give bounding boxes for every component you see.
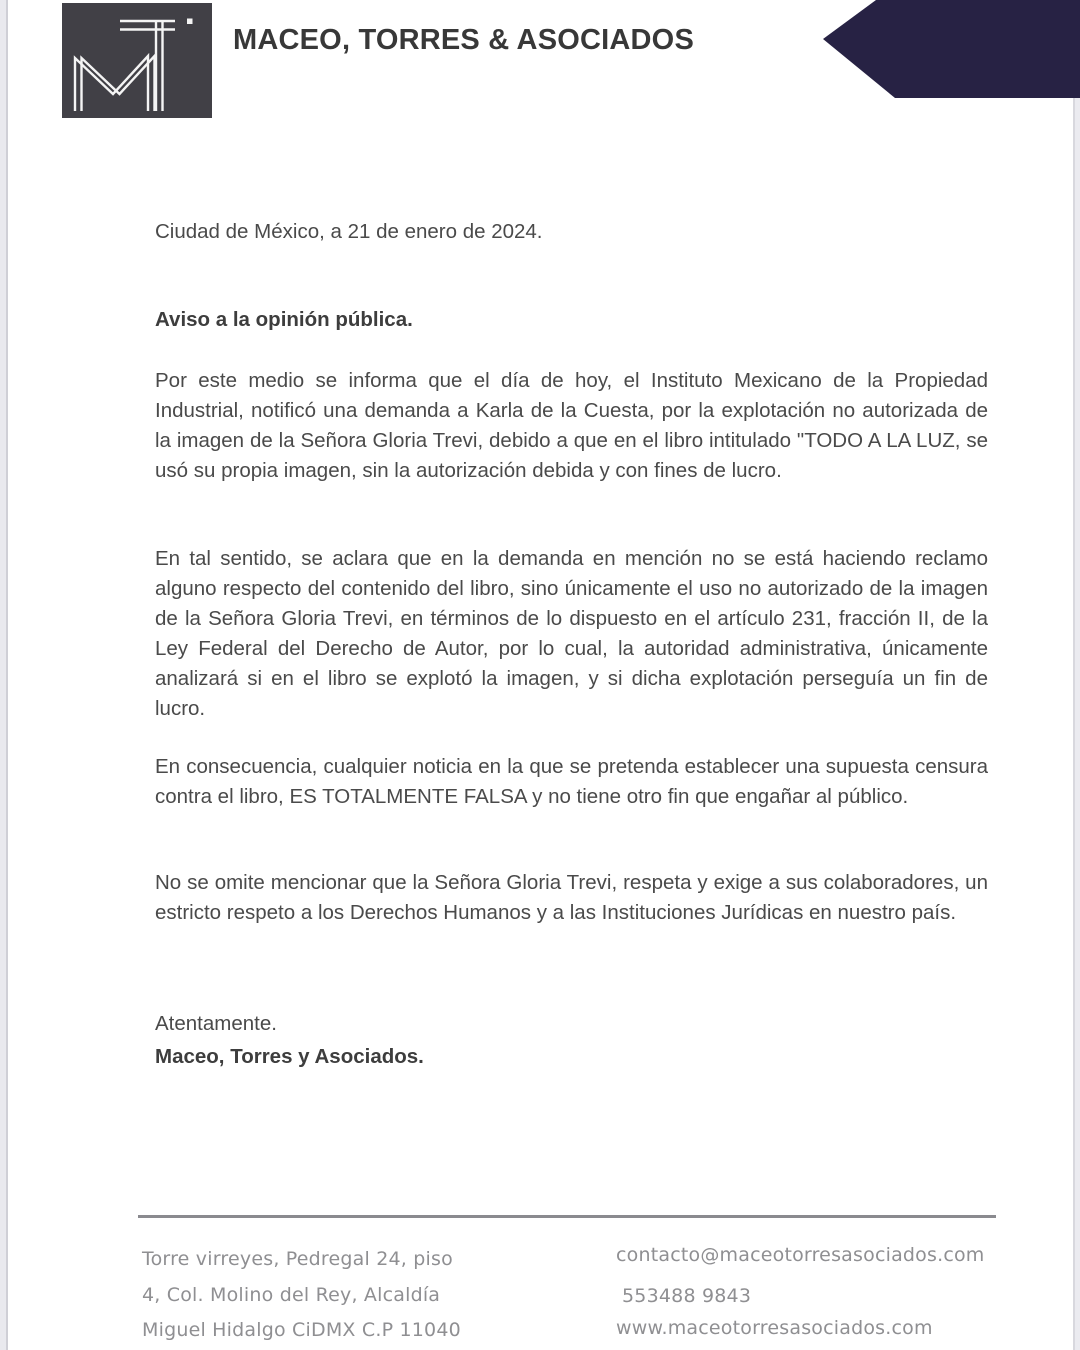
footer-email: contacto@maceotorresasociados.com — [616, 1244, 985, 1266]
page-edge-left — [0, 0, 8, 1350]
firm-name-title: MACEO, TORRES & ASOCIADOS — [233, 24, 694, 56]
firm-logo-mt-monogram-icon — [62, 3, 212, 118]
footer-contact-block — [616, 1243, 1016, 1340]
letter-closing: Atentamente. — [155, 1012, 277, 1035]
letter-dateline: Ciudad de México, a 21 de enero de 2024. — [155, 220, 543, 243]
footer-address-block — [142, 1242, 572, 1349]
footer-address-line: 4, Col. Molino del Rey, Alcaldía — [142, 1283, 441, 1306]
corner-banner-shape — [823, 0, 1080, 98]
letter-signature-firm: Maceo, Torres y Asociados. — [155, 1045, 424, 1068]
letter-paragraph: No se omite mencionar que la Señora Gloria Trevi, respeta y exige a sus colaboradores, un estricto respeto a los Derechos Humanos y a las Instituciones Jurídicas en nuestro país. — [155, 871, 988, 924]
letter-subject-heading: Aviso a la opinión pública. — [155, 308, 413, 331]
footer-website: www.maceotorresasociados.com — [616, 1317, 933, 1339]
footer-divider — [138, 1215, 996, 1218]
page-edge-right — [1073, 0, 1080, 1350]
letter-paragraph: En tal sentido, se aclara que en la demanda en mención no se está haciendo reclamo alguno respecto del contenido del libro, sino únicamente el uso no autorizado de la imagen de la Señora Gloria Trevi, en términos de lo dispuesto en el artículo 231, fracción II, de la Ley Federal del Derecho de Autor, por lo cual, la autoridad administrativa, únicamente analizará si en el libro se explotó la imagen, y si dicha explotación perseguía un fin de lucro. — [155, 547, 988, 720]
letter-paragraph: Por este medio se informa que el día de hoy, el Instituto Mexicano de la Propiedad Industrial, notificó una demanda a Karla de la Cuesta, por la explotación no autorizada de la imagen de la Señora Gloria Trevi, debido a que en el libro intitulado "TODO A LA LUZ, se usó su propia imagen, sin la autorización debida y con fines de lucro. — [155, 369, 988, 482]
letter-paragraph: En consecuencia, cualquier noticia en la que se pretenda establecer una supuesta censura contra el libro, ES TOTALMENTE FALSA y no tiene otro fin que engañar al público. — [155, 755, 988, 808]
footer-address-line: Miguel Hidalgo CiDMX C.P 11040 — [142, 1319, 461, 1341]
footer-phone: 553488 9843 — [622, 1285, 752, 1307]
footer-address-line: Torre virreyes, Pedregal 24, piso — [142, 1248, 453, 1270]
